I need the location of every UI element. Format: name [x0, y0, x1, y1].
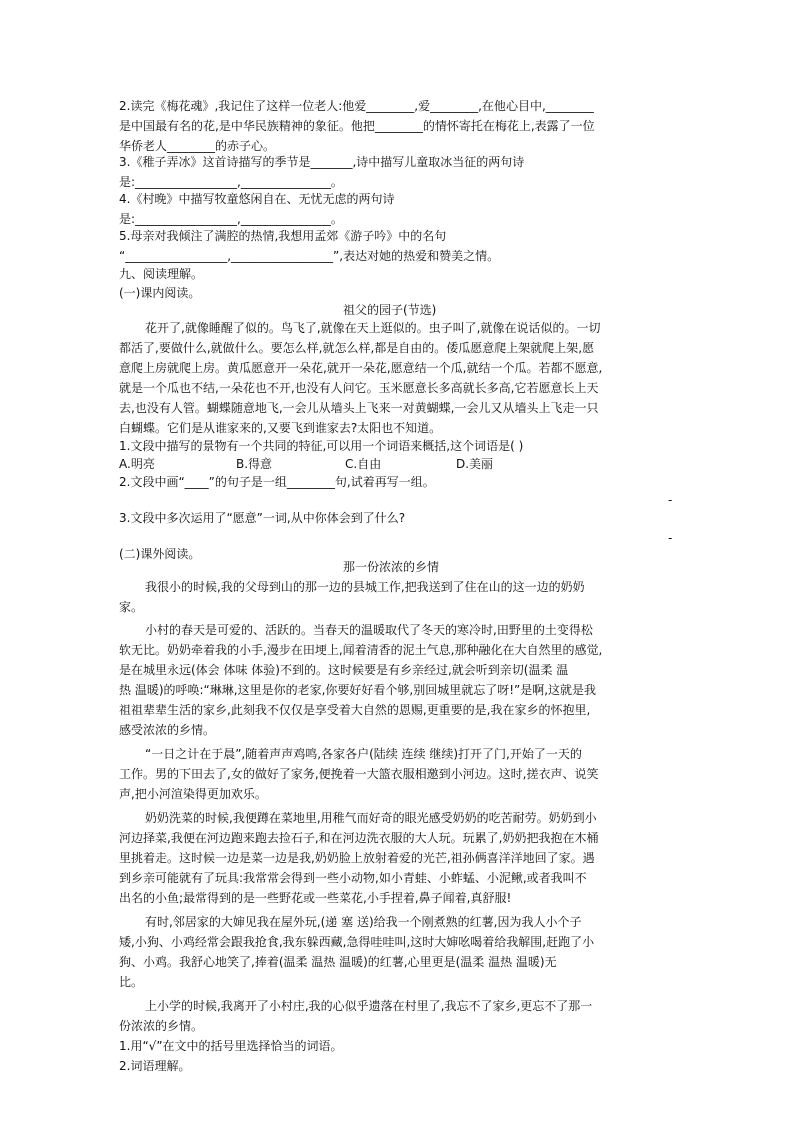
passage-2-line: 份浓浓的乡情。	[119, 1019, 204, 1033]
passage-2-line: “一日之计在于晨”,随着声声鸡鸣,各家各户(陆续 连续 继续)打开了门,开始了一天的	[145, 747, 582, 761]
passage-1-question-1: 1.文段中描写的景物有一个共同的特征,可以用一个词语来概括,这个词语是( )	[119, 439, 524, 453]
passage-2-line: 矮,小狗、小鸡经常会跟我抢食,我东躲西藏,急得哇哇叫,这时大婶吆喝着给我解围,赶跑了小	[119, 935, 595, 949]
passage-2-line: 声,把小河渲染得更加欢乐。	[119, 787, 267, 801]
option-d: D.美丽	[456, 457, 494, 471]
passage-2-question-2: 2.词语理解。	[119, 1059, 191, 1073]
passage-1-line: 花开了,就像睡醒了似的。鸟飞了,就像在天上逛似的。虫子叫了,就像在说话似的。一切	[145, 321, 601, 335]
passage-2-line: 河边择菜,我便在河边跑来跑去捡石子,和在河边洗衣服的大人玩。玩累了,奶奶把我抱在木桶	[119, 831, 599, 845]
fill-question-5-line-1: 5.母亲对我倾注了满腔的热情,我想用孟郊《游子吟》中的名句	[119, 229, 447, 243]
fill-question-4-line-1: 4.《村晚》中描写牧童悠闲自在、无忧无虑的两句诗	[119, 192, 395, 206]
passage-2-line: 有时,邻居家的大婶见我在屋外玩,(递 塞 送)给我一个刚煮熟的红薯,因为我人小个子	[145, 915, 582, 929]
passage-2-line: 小村的春天是可爱的、活跃的。当春天的温暖取代了冬天的寒冷时,田野里的土变得松	[145, 623, 593, 637]
passage-1-line: 去,也没有人管。蝴蝶随意地飞,一会儿从墙头上飞来一对黄蝴蝶,一会儿又从墙头上飞走一只	[119, 401, 599, 415]
passage-2-line: 比。	[119, 975, 144, 989]
passage-2-line: 感受浓浓的乡情。	[119, 723, 216, 737]
option-a: A.明亮	[119, 457, 155, 471]
answer-line-marker: -	[668, 531, 673, 545]
passage-2-line: 奶奶洗菜的时候,我便蹲在菜地里,用稚气而好奇的眼光感受奶奶的吃苦耐劳。奶奶到小	[145, 811, 597, 825]
passage-1-question-2: 2.文段中画“____”的句子是一组________句,试着再写一组。	[119, 475, 435, 489]
passage-1-line: 白蝴蝶。它们是从谁家来的,又要飞到谁家去?太阳也不知道。	[119, 421, 442, 435]
passage-1-question-3: 3.文段中多次运用了“愿意”一词,从中你体会到了什么?	[119, 511, 406, 525]
fill-question-3-line-1: 3.《稚子弄冰》这首诗描写的季节是_______,诗中描写儿童取冰当征的两句诗	[119, 155, 525, 169]
passage-2-line: 里挑着走。这时候一边是菜一边是我,奶奶脸上放射着爱的光芒,祖孙俩喜洋洋地回了家。遇	[119, 851, 595, 865]
fill-question-2-line-2: 是中国最有名的花,是中华民族精神的象征。他把________的情怀寄托在梅花上,表露了一位	[119, 119, 595, 133]
passage-2-line: 我很小的时候,我的父母到山的那一边的县城工作,把我送到了住在山的这一边的奶奶	[145, 580, 585, 594]
part-2-heading: (二)课外阅读。	[119, 547, 201, 561]
passage-1-line: 意爬上房就爬上房。黄瓜愿意开一朵花,就开一朵花,愿意结一个瓜,就结一个瓜。若都不愿意,	[119, 361, 603, 375]
passage-2-line: 软无比。奶奶牵着我的小手,漫步在田埂上,闻着清香的泥土气息,那种融化在大自然里的感觉,	[119, 643, 603, 657]
fill-question-5-line-2: “_________________,_________________”,表达对她的热爱和赞美之情。	[119, 249, 500, 263]
passage-2-line: 出名的小鱼;最常得到的是一些野花或一些菜花,小手捏着,鼻子闻着,真舒服!	[119, 891, 512, 905]
passage-2-line: 家。	[119, 600, 144, 614]
option-c: C.自由	[345, 457, 382, 471]
passage-2-line: 工作。男的下田去了,女的做好了家务,便挽着一大篮衣服相邀到小河边。这时,搓衣声、说笑	[119, 767, 599, 781]
passage-2-line: 狗、小鸡。我舒心地笑了,捧着(温柔 温热 温暖)的红薯,心里更是(温柔 温热 温暖)无	[119, 955, 557, 969]
passage-2-line: 上小学的时候,我离开了小村庄,我的心似乎遗落在村里了,我忘不了家乡,更忘不了那一	[145, 999, 593, 1013]
section-heading: 九、阅读理解。	[119, 267, 204, 281]
fill-question-2-line-1: 2.读完《梅花魂》,我记住了这样一位老人:他爱________,爱________,在他心目中,________	[119, 99, 594, 113]
fill-question-3-line-2: 是:_________________,_______________。	[119, 175, 343, 189]
passage-2-line: 祖祖辈辈生活的家乡,此刻我不仅仅是享受着大自然的恩赐,更重要的是,我在家乡的怀抱里,	[119, 703, 591, 717]
passage-1-title: 祖父的园子(节选)	[343, 303, 437, 317]
part-1-heading: (一)课内阅读。	[119, 286, 201, 300]
fill-question-4-line-2: 是:_________________,_______________。	[119, 212, 343, 226]
option-b: B.得意	[236, 457, 273, 471]
passage-2-line: 到乡亲可能就有了玩具:我常常会得到一些小动物,如小青蛙、小蚱蜢、小泥鳅,或者我叫不	[119, 871, 587, 885]
passage-1-line: 都活了,要做什么,就做什么。要怎么样,就怎么样,都是自由的。倭瓜愿意爬上架就爬上架,愿	[119, 341, 595, 355]
passage-1-line: 就是一个瓜也不结,一朵花也不开,也没有人问它。玉米愿意长多高就长多高,它若愿意长上天	[119, 381, 599, 395]
passage-2-line: 热 温暖)的呼唤:“琳琳,这里是你的老家,你要好好看个够,别回城里就忘了呀!”是啊,这就是我	[119, 683, 597, 697]
passage-2-title: 那一份浓浓的乡情	[343, 560, 440, 574]
passage-2-question-1: 1.用“√”在文中的括号里选择恰当的词语。	[119, 1039, 343, 1053]
fill-question-2-line-3: 华侨老人________的赤子心。	[119, 139, 276, 153]
passage-2-line: 是在城里永远(体会 体味 体验)不到的。这时候要是有乡亲经过,就会听到亲切(温柔 温	[119, 663, 569, 677]
answer-line-marker: -	[668, 493, 673, 507]
